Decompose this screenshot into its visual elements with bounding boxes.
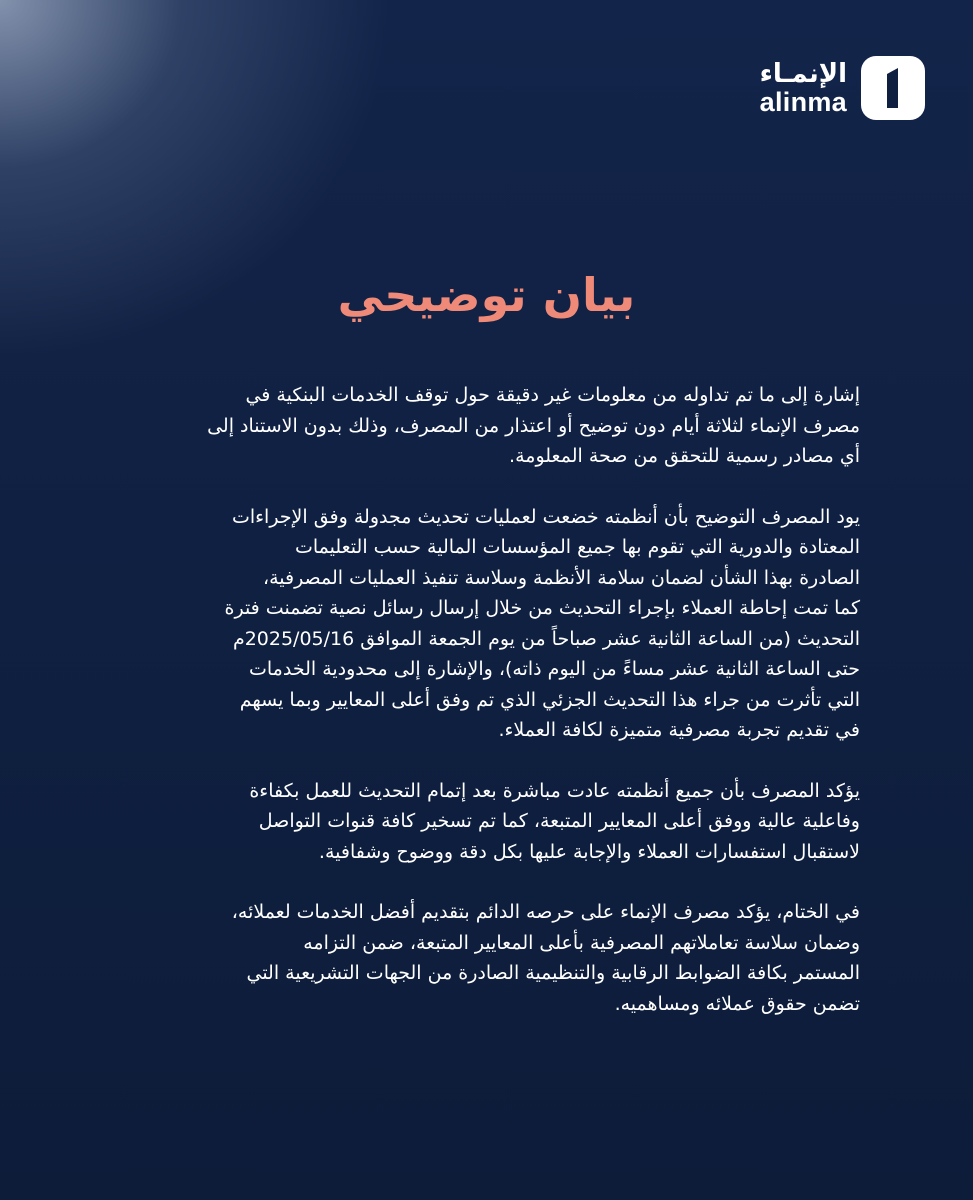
paragraph-line: يؤكد المصرف بأن جميع أنظمته عادت مباشرة بعد إتمام التحديث للعمل بكفاءة xyxy=(249,779,860,802)
alinma-mark-icon xyxy=(861,56,925,120)
paragraph-1 xyxy=(112,380,860,472)
paragraph-line: في الختام، يؤكد مصرف الإنماء على حرصه الدائم بتقديم أفضل الخدمات لعملائه، xyxy=(231,901,860,923)
paragraph-line: أي مصادر رسمية للتحقق من صحة المعلومة. xyxy=(509,445,860,467)
paragraph-line: مصرف الإنماء لثلاثة أيام دون توضيح أو اعتذار من المصرف، وذلك بدون الاستناد إلى xyxy=(207,414,860,437)
logo-english-name: alinma xyxy=(759,86,847,117)
statement-body xyxy=(112,380,860,1049)
paragraph-line: تضمن حقوق عملائه ومساهميه. xyxy=(614,992,860,1015)
paragraph-line: يود المصرف التوضيح بأن أنظمته خضعت لعمليات تحديث مجدولة وفق الإجراءات xyxy=(231,505,860,528)
paragraph-line: الصادرة بهذا الشأن لضمان سلامة الأنظمة وسلاسة تنفيذ العمليات المصرفية، xyxy=(262,566,860,589)
paragraph-line: التي تأثرت من جراء هذا التحديث الجزئي الذي تم وفق أعلى المعايير وبما يسهم xyxy=(239,688,860,711)
paragraph-line: المستمر بكافة الضوابط الرقابية والتنظيمية الصادرة من الجهات التشريعية التي xyxy=(246,962,860,984)
logo-wordmark xyxy=(759,58,847,117)
paragraph-2 xyxy=(112,502,860,746)
paragraph-line: إشارة إلى ما تم تداوله من معلومات غير دقيقة حول توقف الخدمات البنكية في xyxy=(245,384,860,406)
paragraph-line: حتى الساعة الثانية عشر مساءً من اليوم ذاته)، والإشارة إلى محدودية الخدمات xyxy=(249,658,860,680)
paragraph-line: وضمان سلاسة تعاملاتهم المصرفية بأعلى المعايير المتبعة، ضمن التزامه xyxy=(303,931,860,954)
paragraph-line: لاستقبال استفسارات العملاء والإجابة عليها بكل دقة ووضوح وشفافية. xyxy=(318,840,860,863)
logo-arabic-name: الإنمـاء xyxy=(759,58,847,89)
paragraph-line: التحديث (من الساعة الثانية عشر صباحاً من يوم الجمعة الموافق 2025/05/16م xyxy=(232,627,860,650)
paragraph-line: في تقديم تجربة مصرفية متميزة لكافة العملاء. xyxy=(498,719,860,741)
paragraph-line: المعتادة والدورية التي تقوم بها جميع المؤسسات المالية حسب التعليمات xyxy=(294,536,860,558)
page-title: بيان توضيحي xyxy=(337,268,636,322)
paragraph-line: كما تمت إحاطة العملاء بإجراء التحديث من خلال إرسال رسائل نصية تضمنت فترة xyxy=(224,597,860,619)
paragraph-4 xyxy=(112,897,860,1019)
paragraph-line: وفاعلية عالية ووفق أعلى المعايير المتبعة، كما تم تسخير كافة قنوات التواصل xyxy=(258,810,860,832)
paragraph-3 xyxy=(112,776,860,868)
brand-logo xyxy=(760,56,925,120)
